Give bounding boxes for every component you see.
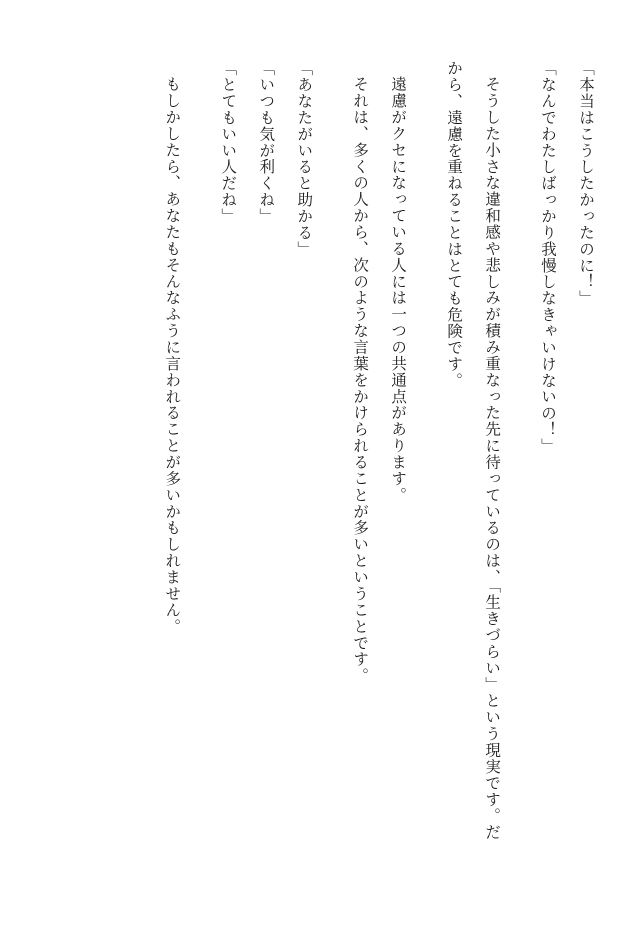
vertical-text-body <box>64 60 604 850</box>
paragraph-line: 「いつも気が利くね」 <box>257 60 276 225</box>
paragraph-spacer <box>322 60 340 850</box>
paragraph-line: 「なんでわたしばっかり我慢しなきゃいけないの！」 <box>539 60 558 455</box>
paragraph-spacer <box>190 60 208 850</box>
paragraph-line: 「とてもいい人だね」 <box>219 60 238 225</box>
paragraph-spacer <box>510 60 528 850</box>
paragraph-line: そうした小さな違和感や悲しみが積み重なった先に待っているのは、「生きづらい」という現実です。だから、遠慮を重ねることはとても危険です。 <box>445 60 502 840</box>
paragraph-spacer <box>416 60 434 850</box>
paragraph-line: それは、多くの人から、次のような言葉をかけられることが多いということです。 <box>351 75 370 684</box>
paragraph-line: 「本当はこうしたかったのに！」 <box>577 60 595 307</box>
paragraph-line: もしかしたら、あなたもそんなふうに言われることが多いかもしれません。 <box>163 75 182 635</box>
paragraph-line: 「あなたがいると助かる」 <box>295 60 314 258</box>
paragraph-line: 遠慮がクセになっている人には一つの共通点があります。 <box>389 75 408 503</box>
